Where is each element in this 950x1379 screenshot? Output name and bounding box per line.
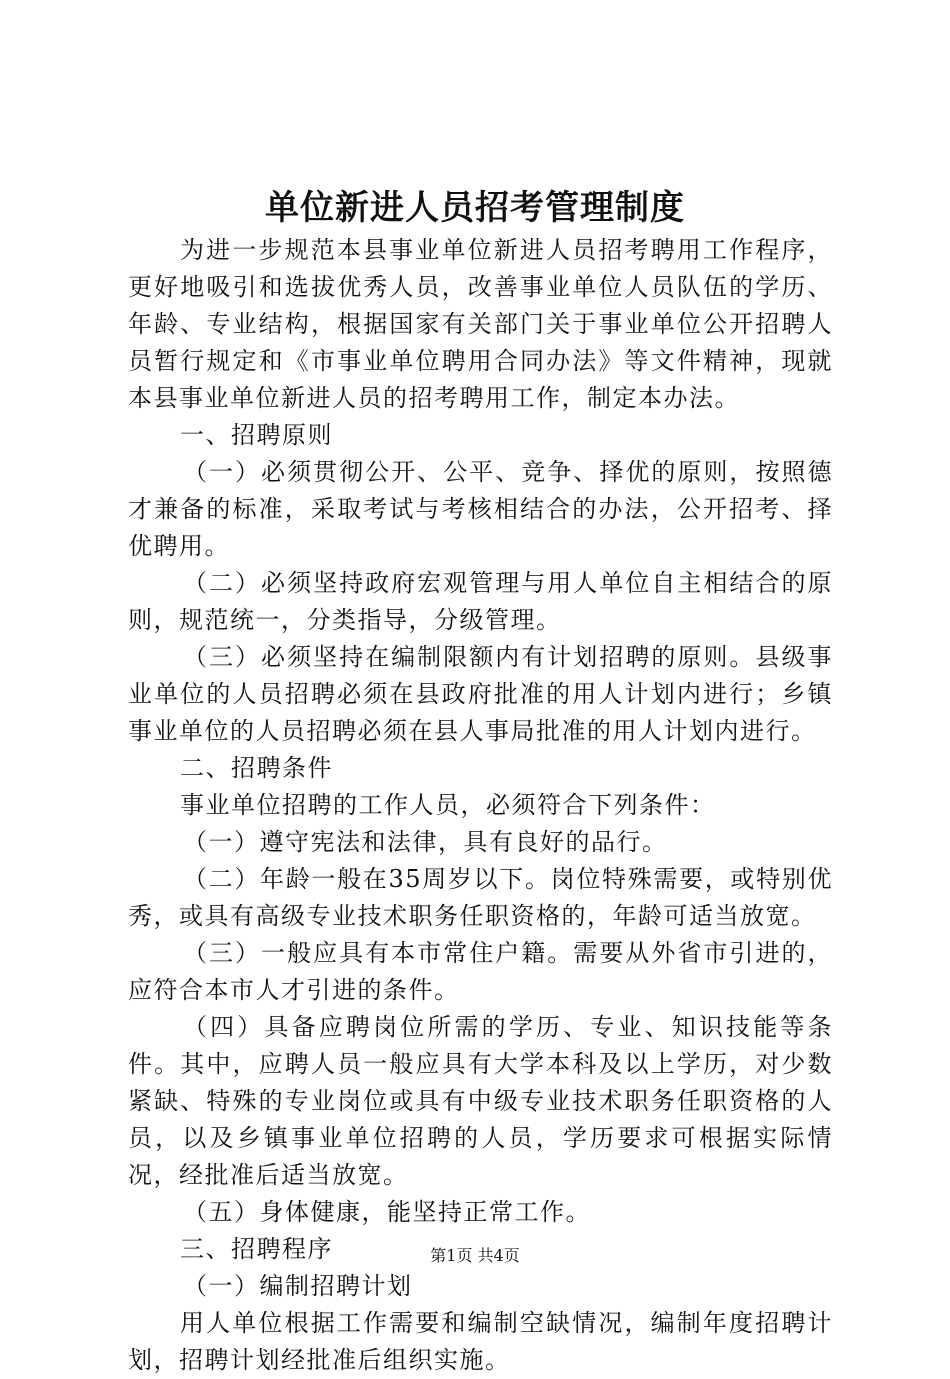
conditions-intro: 事业单位招聘的工作人员，必须符合下列条件： <box>180 791 716 819</box>
condition-item-3: （三）一般应具有本市常住户籍。需要从外省市引进的，应符合本市人才引进的条件。 <box>128 939 833 1004</box>
document-title: 单位新进人员招考管理制度 <box>265 188 685 228</box>
intro-paragraph: 为进一步规范本县事业单位新进人员招考聘用工作程序，更好地吸引和选拔优秀人员，改善事业单位人员队伍的学历、年龄、专业结构，根据国家有关部门关于事业单位公开招聘人员暂行规定和《市事业单位聘用合同办法》等文件精神，现就本县事业单位新进人员的招考聘用工作，制定本办法。 <box>128 236 833 412</box>
principle-item-2: （二）必须坚持政府宏观管理与用人单位自主相结合的原则，规范统一，分类指导，分级管理。 <box>128 569 833 634</box>
section-heading-principles: 一、招聘原则 <box>180 421 333 449</box>
section-heading-conditions: 二、招聘条件 <box>180 754 333 782</box>
condition-item-1: （一）遵守宪法和法律，具有良好的品行。 <box>183 828 668 856</box>
principle-item-1: （一）必须贯彻公开、公平、竞争、择优的原则，按照德才兼备的标准，采取考试与考核相结合的办法，公开招考、择优聘用。 <box>128 458 833 560</box>
condition-item-2: （二）年龄一般在35周岁以下。岗位特殊需要，或特别优秀，或具有高级专业技术职务任职资格的，年龄可适当放宽。 <box>128 865 833 930</box>
procedure-item-1-text: 用人单位根据工作需要和编制空缺情况，编制年度招聘计划，招聘计划经批准后组织实施。 <box>128 1309 833 1374</box>
principle-item-3: （三）必须坚持在编制限额内有计划招聘的原则。县级事业单位的人员招聘必须在县政府批准的用人计划内进行；乡镇事业单位的人员招聘必须在县人事局批准的用人计划内进行。 <box>128 643 833 745</box>
condition-item-4: （四）具备应聘岗位所需的学历、专业、知识技能等条件。其中，应聘人员一般应具有大学本科及以上学历，对少数紧缺、特殊的专业岗位或具有中级专业技术职务任职资格的人员，以及乡镇事业单位招聘的人员，学历要求可根据实际情况，经批准后适当放宽。 <box>128 1013 833 1189</box>
condition-item-5: （五）身体健康，能坚持正常工作。 <box>183 1198 591 1226</box>
section-heading-procedure: 三、招聘程序 <box>180 1235 333 1263</box>
page-number-footer: 第1页 共4页 <box>430 1246 520 1265</box>
procedure-item-1-heading: （一）编制招聘计划 <box>183 1272 413 1300</box>
document-body <box>128 232 833 1379</box>
